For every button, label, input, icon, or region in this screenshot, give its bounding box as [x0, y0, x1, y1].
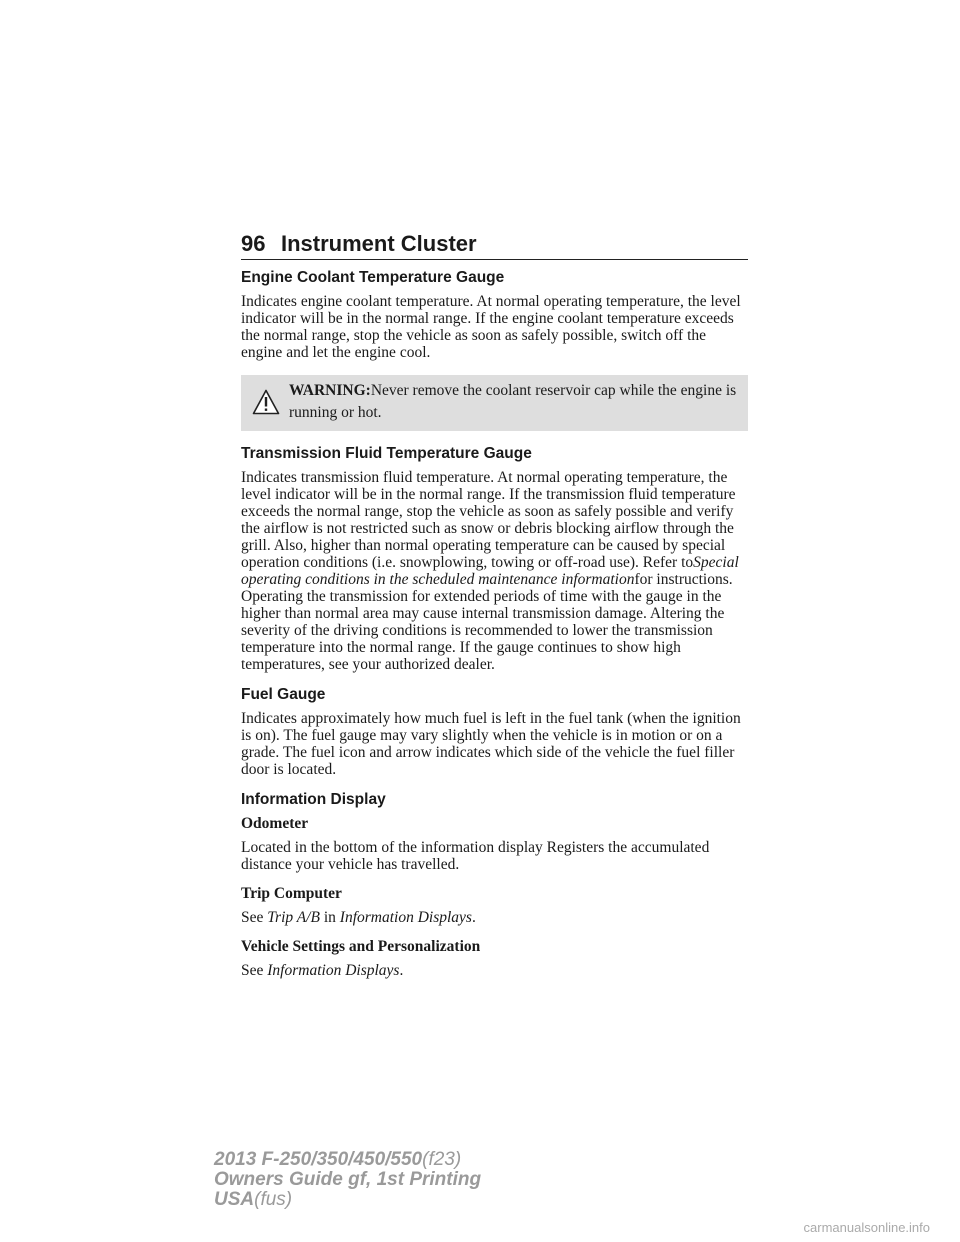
vehicle-settings-heading: Vehicle Settings and Personalization — [241, 938, 481, 955]
vehicle-info-displays-reference: Information Displays — [267, 962, 400, 979]
footer-market-code: (fus) — [254, 1189, 293, 1210]
footer-line-3 — [214, 1190, 481, 1210]
warning-triangle-icon — [252, 389, 280, 415]
odometer-body: Located in the bottom of the information display Registers the accumulated distance your vehicle has travelled. — [241, 839, 710, 873]
chapter-title: Instrument Cluster — [281, 231, 477, 256]
page-number: 96 — [241, 231, 266, 256]
vehicle-see-text: See — [241, 962, 264, 979]
fuel-body: Indicates approximately how much fuel is left in the fuel tank (when the ignition is on). The fuel gauge may vary slightly when the vehicle is in motion or on a grade. The fuel icon and arrow indicates which side of the vehicle the fuel filler door is located. — [241, 710, 741, 778]
trip-in-text: in — [323, 909, 336, 926]
footer-market: USA — [214, 1189, 255, 1210]
header-rule — [241, 259, 748, 260]
footer-model-code: (f23) — [422, 1149, 462, 1170]
transmission-body — [241, 469, 751, 673]
trip-computer-body — [241, 909, 751, 926]
footer-line-1 — [214, 1150, 481, 1170]
vehicle-settings-body — [241, 962, 751, 979]
warning-box — [241, 375, 748, 431]
trip-end-text: . — [471, 909, 476, 926]
warning-label: WARNING: — [289, 382, 371, 399]
trip-see-text: See — [241, 909, 264, 926]
page-content — [241, 268, 751, 991]
footer-printing: Owners Guide gf, 1st Printing — [214, 1169, 482, 1190]
fuel-heading: Fuel Gauge — [241, 686, 326, 703]
trip-computer-heading: Trip Computer — [241, 885, 342, 902]
trip-ab-reference: Trip A/B — [267, 909, 320, 926]
page-footer — [214, 1150, 481, 1210]
transmission-heading: Transmission Fluid Temperature Gauge — [241, 445, 532, 462]
transmission-body-part2: for instructions. Operating the transmission for extended periods of time with the gauge in the higher than normal area may cause internal transmission damage. Altering the severity of the driving conditions is recommended to lower the transmission temperature into the normal range. If the gauge continues to show high temperatures, see your authorized dealer. — [241, 571, 733, 673]
warning-text — [289, 380, 739, 424]
info-display-heading: Information Display — [241, 791, 386, 808]
vehicle-end-text: . — [399, 962, 404, 979]
footer-model: 2013 F-250/350/450/550 — [214, 1149, 423, 1170]
transmission-body-part1: Indicates transmission fluid temperature. At normal operating temperature, the level indicator will be in the normal range. If the transmission fluid temperature exceeds the normal range, stop the vehicle as soon as safely possible and verify the airflow is not restricted such as snow or debris blocking airflow through the grill. Also, higher than normal operating temperature can be caused by special operation conditions (i.e. snowplowing, towing or off-road use). Refer to — [241, 469, 736, 571]
coolant-body: Indicates engine coolant temperature. At normal operating temperature, the level indicator will be in the normal range. If the engine coolant temperature exceeds the normal range, stop the vehicle as soon as safely possible, switch off the engine and let the engine cool. — [241, 293, 741, 361]
coolant-heading: Engine Coolant Temperature Gauge — [241, 269, 505, 286]
warning-message: Never remove the coolant reservoir cap while the engine is running or hot. — [289, 382, 737, 421]
footer-line-2 — [214, 1170, 481, 1190]
watermark: carmanualsonline.info — [803, 1220, 930, 1235]
odometer-heading: Odometer — [241, 815, 309, 832]
trip-info-displays-reference: Information Displays — [339, 909, 472, 926]
transmission-reference: Special operating conditions in the scheduled maintenance information — [241, 554, 739, 588]
